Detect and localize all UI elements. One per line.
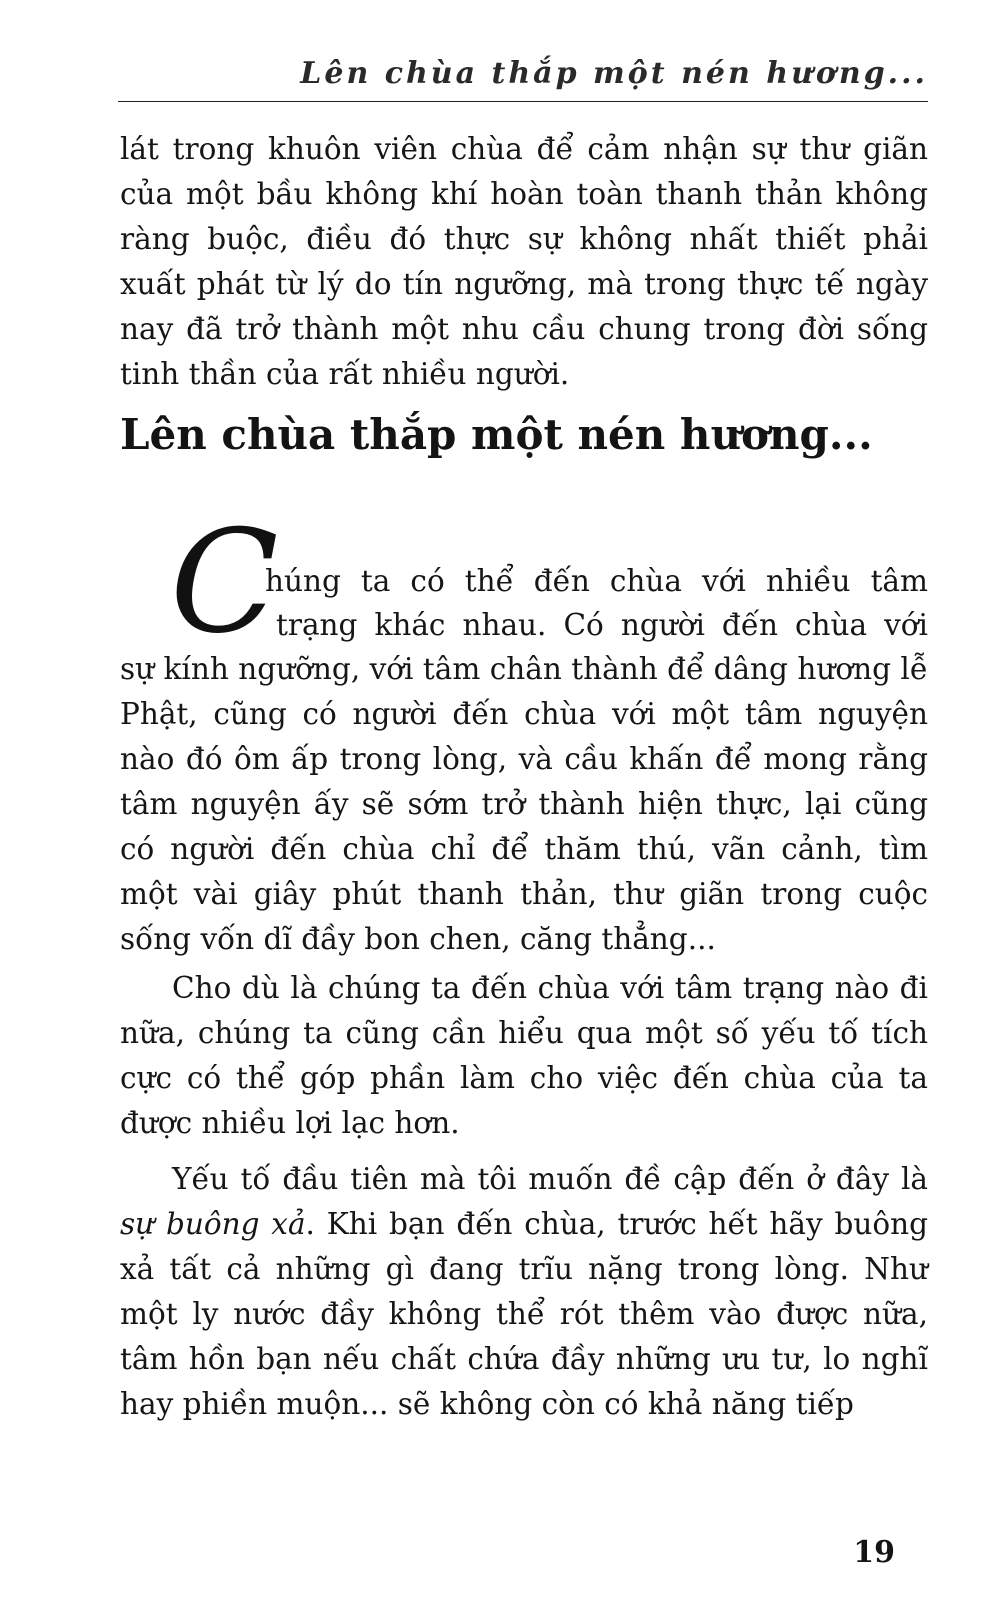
paragraph-2 — [120, 966, 928, 1146]
paragraph-3-text — [120, 1157, 928, 1427]
page-number: 19 — [853, 1535, 895, 1570]
running-header-title: Lên chùa thắp một nén hương... — [300, 56, 928, 91]
paragraph-continued — [120, 127, 928, 397]
paragraph-intro-text: sự kính ngưỡng, với tâm chân thành để dâng hương lễ Phật, cũng có người đến chùa với một tâm nguyện nào đó ôm ấp trong lòng, và cầu khấn để mong rằng tâm nguyện ấy sẽ sớm trở thành hiện thực, lại cũng có người đến chùa chỉ để thăm thú, vãn cảnh, tìm một vài giây phút thanh thản, thư giãn trong cuộc sống vốn dĩ đầy bon chen, căng thẳng... — [120, 652, 928, 956]
dropcap-line-1: húng ta có thể đến chùa với nhiều tâm — [265, 564, 928, 598]
paragraph-continued-text: lát trong khuôn viên chùa để cảm nhận sự thư giãn của một bầu không khí hoàn toàn thanh thản không ràng buộc, điều đó thực sự không nhất thiết phải xuất phát từ lý do tín ngưỡng, mà trong thực tế ngày nay đã trở thành một nhu cầu chung trong đời sống tinh thần của rất nhiều người. — [120, 132, 928, 391]
paragraph-3 — [120, 1157, 928, 1427]
paragraph-3-before: Yếu tố đầu tiên mà tôi muốn đề cập đến ở đây là — [172, 1162, 928, 1196]
section-heading: Lên chùa thắp một nén hương... — [120, 410, 873, 459]
paragraph-3-after: . Khi bạn đến chùa, trước hết hãy buông xả tất cả những gì đang trĩu nặng trong lòng. Như một ly nước đầy không thể rót thêm vào được nữa, tâm hồn bạn nếu chất chứa đầy những ưu tư, lo nghĩ hay phiền muộn... sẽ không còn có khả năng tiếp — [120, 1207, 928, 1421]
dropcap-line-2: trạng khác nhau. Có người đến chùa với — [276, 608, 928, 642]
drop-cap-letter: C — [170, 500, 279, 665]
running-header — [118, 48, 928, 102]
paragraph-3-emphasis: sự buông xả — [120, 1207, 306, 1241]
paragraph-intro — [120, 647, 928, 962]
paragraph-2-text: Cho dù là chúng ta đến chùa với tâm trạng nào đi nữa, chúng ta cũng cần hiểu qua một số yếu tố tích cực có thể góp phần làm cho việc đến chùa của ta được nhiều lợi lạc hơn. — [120, 971, 928, 1140]
